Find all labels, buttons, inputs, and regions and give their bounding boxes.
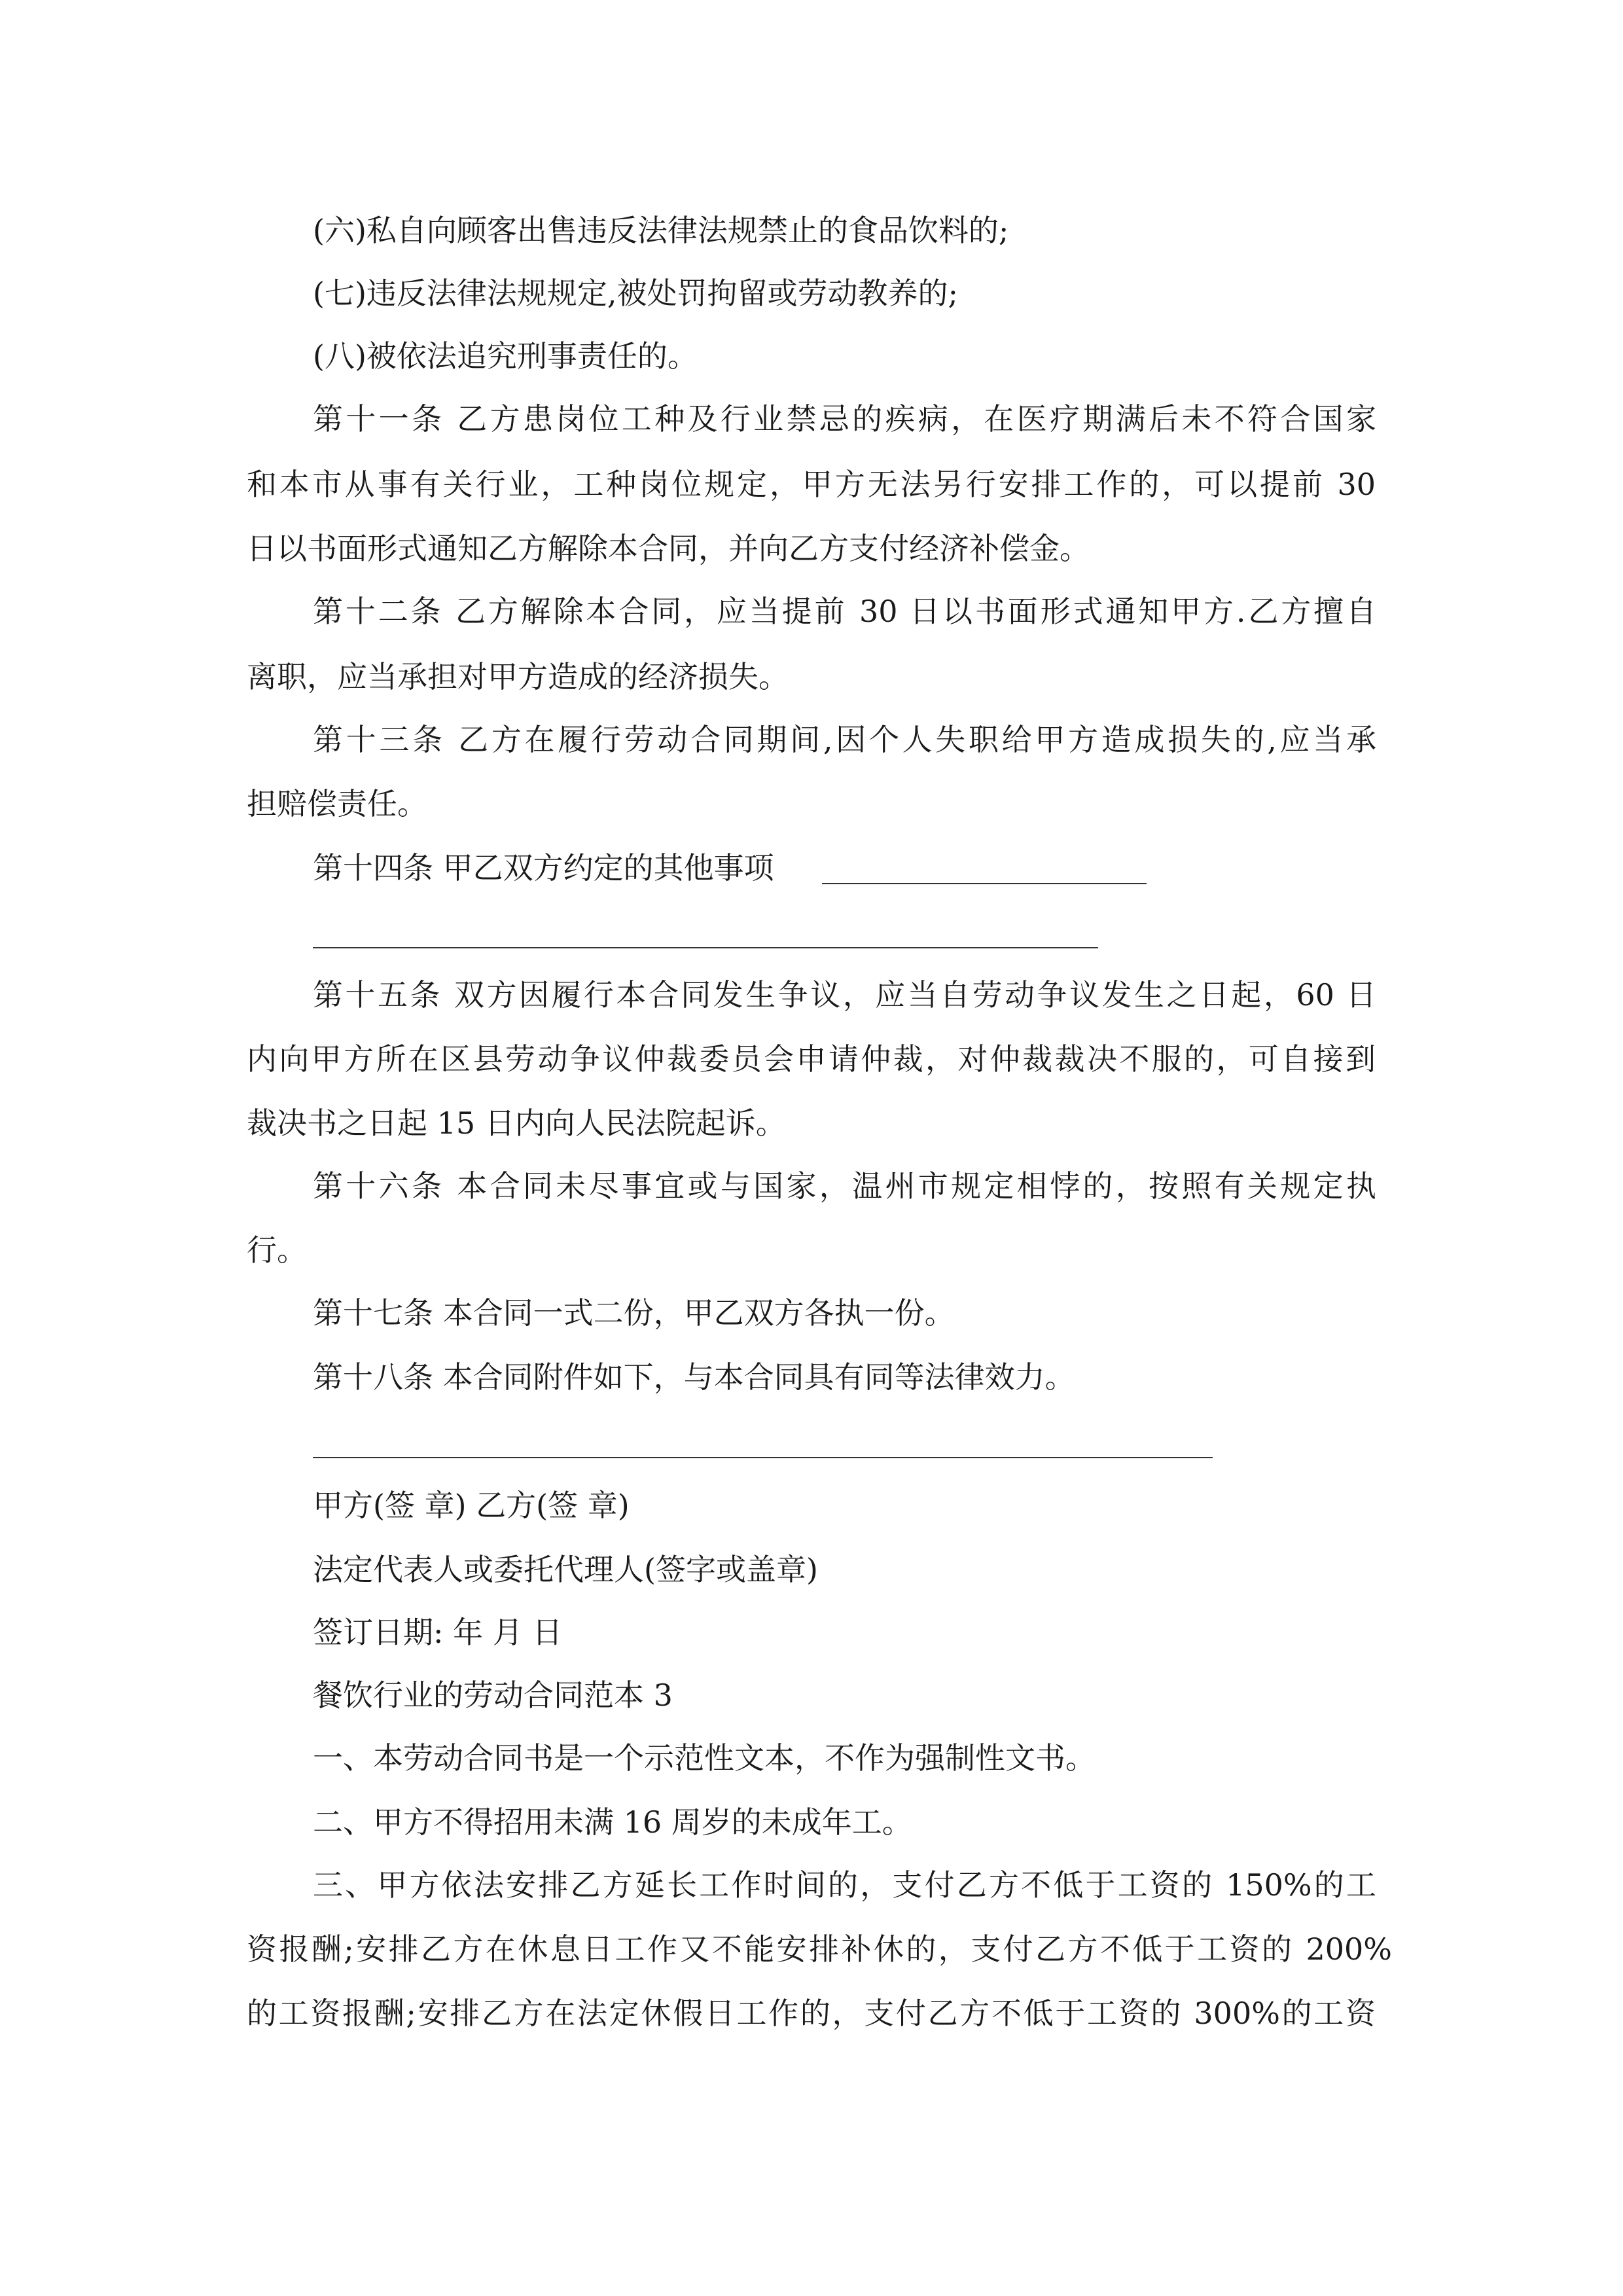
article-13-line-1: 第十三条 乙方在履行劳动合同期间,因个人失职给甲方造成损失的,应当承: [313, 722, 1376, 757]
article-16-line-2: 行。: [247, 1232, 307, 1268]
signing-date-line: 签订日期: 年 月 日: [313, 1615, 563, 1650]
article-14-line-1: 第十四条 甲乙双方约定的其他事项: [313, 850, 774, 886]
article-12-line-1: 第十二条 乙方解除本合同，应当提前 30 日以书面形式通知甲方.乙方擅自: [313, 594, 1376, 629]
article-16-line-1: 第十六条 本合同未尽事宜或与国家，温州市规定相悖的，按照有关规定执: [313, 1168, 1376, 1204]
attachment-fill-line: [313, 1457, 1213, 1458]
article-11-line-1: 第十一条 乙方患岗位工种及行业禁忌的疾病，在医疗期满后未不符合国家: [313, 401, 1376, 437]
section-title: 餐饮行业的劳动合同范本 3: [313, 1677, 673, 1713]
article-17-line: 第十七条 本合同一式二份，甲乙双方各执一份。: [313, 1295, 955, 1331]
representative-line: 法定代表人或委托代理人(签字或盖章): [313, 1552, 818, 1587]
article-15-line-2: 内向甲方所在区县劳动争议仲裁委员会申请仲裁，对仲裁裁决不服的，可自接到: [247, 1041, 1376, 1077]
article-15-line-3: 裁决书之日起 15 日内向人民法院起诉。: [247, 1105, 786, 1141]
article-18-line: 第十八条 本合同附件如下，与本合同具有同等法律效力。: [313, 1359, 1075, 1395]
article-12-line-2: 离职，应当承担对甲方造成的经济损失。: [247, 659, 789, 694]
blank-fill-line: [313, 947, 1098, 948]
note-2-line: 二、甲方不得招用未满 16 周岁的未成年工。: [313, 1804, 912, 1840]
note-3-line-3: 的工资报酬;安排乙方在法定休假日工作的，支付乙方不低于工资的 300%的工资: [247, 1996, 1376, 2031]
blank-fill-line: [822, 883, 1147, 884]
note-3-line-2: 资报酬;安排乙方在休息日工作又不能安排补休的，支付乙方不低于工资的 200%: [247, 1931, 1392, 1967]
signature-parties-line: 甲方(签 章) 乙方(签 章): [313, 1488, 630, 1523]
article-11-line-2: 和本市从事有关行业，工种岗位规定，甲方无法另行安排工作的，可以提前 30: [247, 467, 1376, 502]
text-line: (八)被依法追究刑事责任的。: [313, 338, 698, 374]
note-1-line: 一、本劳动合同书是一个示范性文本，不作为强制性文书。: [313, 1740, 1096, 1776]
article-13-line-2: 担赔偿责任。: [247, 786, 427, 821]
article-11-line-3: 日以书面形式通知乙方解除本合同，并向乙方支付经济补偿金。: [247, 531, 1090, 566]
text-line: (六)私自向顾客出售违反法律法规禁止的食品饮料的;: [313, 213, 1009, 248]
text-line: (七)违反法律法规规定,被处罚拘留或劳动教养的;: [313, 276, 959, 311]
note-3-line-1: 三、甲方依法安排乙方延长工作时间的，支付乙方不低于工资的 150%的工: [313, 1867, 1376, 1903]
article-15-line-1: 第十五条 双方因履行本合同发生争议，应当自劳动争议发生之日起，60 日: [313, 977, 1376, 1013]
